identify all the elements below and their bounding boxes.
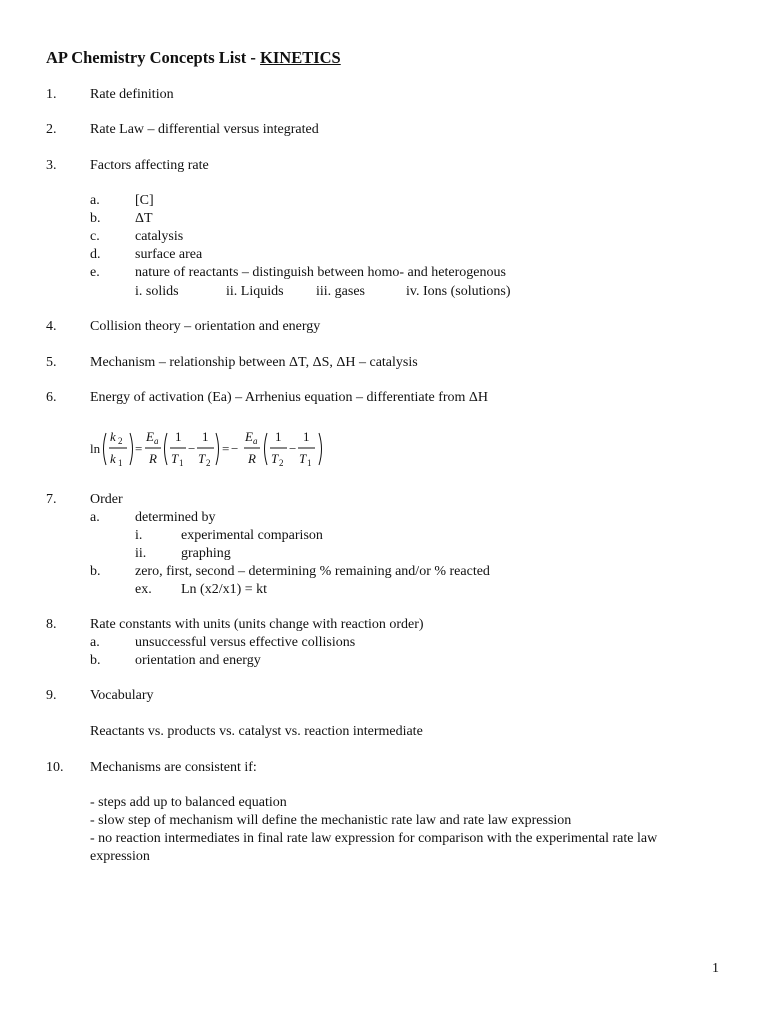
item-10-bullet-1: - steps add up to balanced equation [90, 795, 287, 810]
item-10-text: Mechanisms are consistent if: [90, 760, 257, 775]
item-8b-label: b. [90, 653, 101, 668]
eq-equals-2: = [222, 441, 230, 456]
eq-paren-right-1 [130, 433, 133, 465]
item-3e-sub-i: i. solids [135, 284, 179, 299]
title-topic: KINETICS [260, 48, 341, 67]
item-5-number: 5. [46, 355, 57, 370]
item-1-number: 1. [46, 87, 57, 102]
eq-ea-1: E [146, 429, 154, 444]
eq-paren-left-2 [165, 433, 168, 465]
eq-one-1: 1 [175, 429, 182, 444]
item-10-bullet-3-cont: expression [90, 849, 150, 864]
item-9-number: 9. [46, 688, 57, 703]
eq-ea-sub-2: a [253, 436, 258, 446]
eq-equals-1: = [135, 441, 143, 456]
item-10-bullet-2: - slow step of mechanism will define the mechanistic rate law and rate law expression [90, 813, 572, 828]
item-10-bullet-3: - no reaction intermediates in final rate law expression for comparison with the experimental rate law [90, 831, 658, 846]
eq-ea-sub-1: a [154, 436, 159, 446]
item-3e-sub-iii: iii. gases [316, 284, 365, 299]
item-3d-label: d. [90, 247, 101, 262]
item-7a-i-text: experimental comparison [181, 528, 323, 543]
item-2-number: 2. [46, 122, 57, 137]
eq-k1: k [110, 451, 116, 466]
eq-r-1: R [149, 451, 157, 466]
item-3a-text: [C] [135, 193, 154, 208]
item-3e-text: nature of reactants – distinguish between homo- and heterogenous [135, 265, 506, 280]
eq-ea-2: E [245, 429, 253, 444]
item-8a-text: unsuccessful versus effective collisions [135, 635, 356, 650]
eq-paren-right-3 [319, 433, 322, 465]
item-7a-label: a. [90, 510, 100, 525]
eq-ln: ln [90, 441, 101, 456]
item-7-number: 7. [46, 492, 57, 507]
item-7a-ii-text: graphing [181, 546, 231, 561]
eq-one-2: 1 [202, 429, 209, 444]
item-3c-label: c. [90, 229, 100, 244]
eq-t2-sub-b: 2 [279, 458, 284, 468]
eq-t2-a: T [198, 451, 206, 466]
item-3e-sub-iv: iv. Ions (solutions) [406, 284, 511, 299]
item-7-text: Order [90, 492, 123, 507]
item-3c-text: catalysis [135, 229, 184, 244]
eq-k1-sub: 1 [118, 458, 123, 468]
eq-t1-b: T [299, 451, 307, 466]
item-7-ex-label: ex. [135, 582, 152, 597]
eq-t1-sub-b: 1 [307, 458, 312, 468]
title-prefix: AP Chemistry Concepts List - [46, 48, 261, 67]
item-7b-label: b. [90, 564, 101, 579]
item-6-text: Energy of activation (Ea) – Arrhenius equation – differentiate from ΔH [90, 390, 489, 405]
page-number: 1 [712, 961, 719, 976]
item-3e-label: e. [90, 265, 100, 280]
eq-minus-2: − [231, 441, 239, 456]
item-3e-sub-ii: ii. Liquids [226, 284, 284, 299]
item-8b-text: orientation and energy [135, 653, 261, 668]
item-8a-label: a. [90, 635, 100, 650]
item-9-text: Vocabulary [90, 688, 154, 703]
eq-r-2: R [248, 451, 256, 466]
arrhenius-equation-graphic [90, 424, 340, 474]
eq-t1-sub-a: 1 [179, 458, 184, 468]
item-6-number: 6. [46, 390, 57, 405]
eq-k2: k [110, 429, 116, 444]
eq-t2-sub-a: 2 [206, 458, 211, 468]
item-3b-label: b. [90, 211, 101, 226]
item-2-text: Rate Law – differential versus integrated [90, 122, 319, 137]
item-7a-ii-label: ii. [135, 546, 147, 561]
eq-paren-right-2 [216, 433, 219, 465]
item-3d-text: surface area [135, 247, 203, 262]
item-7a-text: determined by [135, 510, 216, 525]
item-8-number: 8. [46, 617, 57, 632]
eq-t2-b: T [271, 451, 279, 466]
eq-minus-3: − [289, 441, 297, 456]
item-3-number: 3. [46, 158, 57, 173]
arrhenius-equation [90, 424, 340, 474]
eq-t1-a: T [171, 451, 179, 466]
page-title [46, 48, 341, 68]
item-4-text: Collision theory – orientation and energy [90, 319, 321, 334]
eq-one-3: 1 [275, 429, 282, 444]
item-3a-label: a. [90, 193, 100, 208]
item-7b-text: zero, first, second – determining % remaining and/or % reacted [135, 564, 490, 579]
item-4-number: 4. [46, 319, 57, 334]
eq-minus-1: − [188, 441, 196, 456]
item-3-text: Factors affecting rate [90, 158, 209, 173]
eq-paren-left-1 [104, 433, 107, 465]
eq-paren-left-3 [265, 433, 268, 465]
item-10-number: 10. [46, 760, 64, 775]
item-1-text: Rate definition [90, 87, 174, 102]
item-7-ex-text: Ln (x2/x1) = kt [181, 582, 268, 597]
eq-k2-sub: 2 [118, 436, 123, 446]
item-8-text: Rate constants with units (units change with reaction order) [90, 617, 424, 632]
item-5-text: Mechanism – relationship between ΔT, ΔS, ΔH – catalysis [90, 355, 418, 370]
item-3b-text: ΔT [135, 211, 153, 226]
eq-one-4: 1 [303, 429, 310, 444]
item-9-detail: Reactants vs. products vs. catalyst vs. reaction intermediate [90, 724, 423, 739]
item-7a-i-label: i. [135, 528, 143, 543]
